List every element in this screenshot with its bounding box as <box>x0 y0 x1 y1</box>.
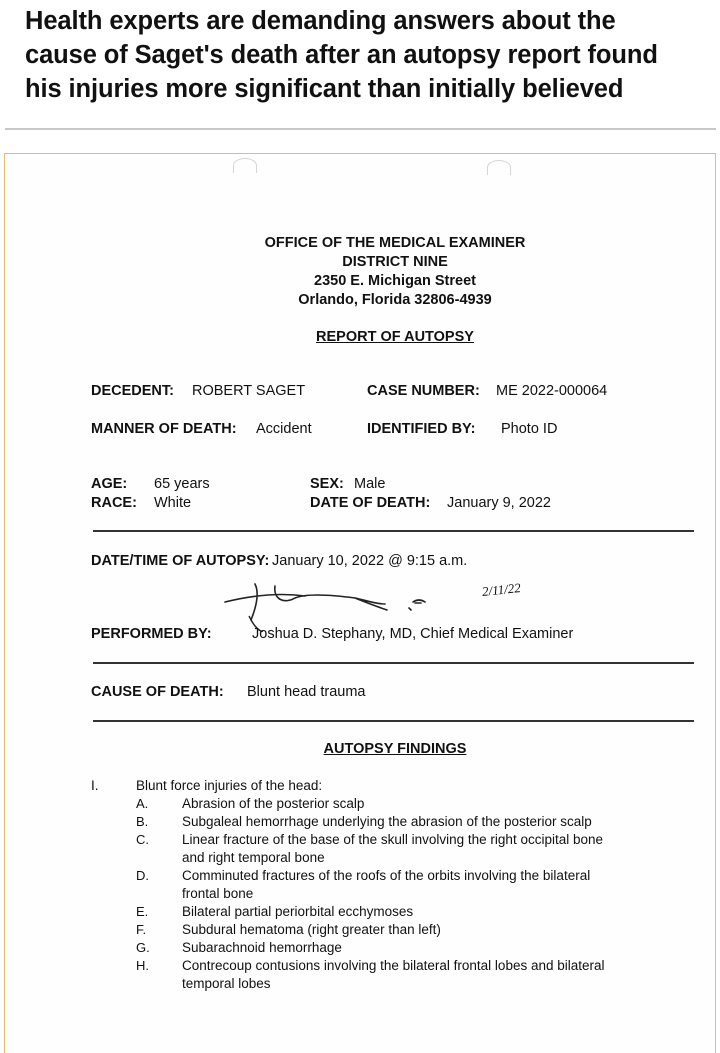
finding-text: frontal bone <box>182 886 254 901</box>
decedent-label: DECEDENT: <box>91 383 174 399</box>
date-of-death-value: January 9, 2022 <box>447 495 551 511</box>
finding-text: Comminuted fractures of the roofs of the orbits involving the bilateral <box>182 868 591 883</box>
finding-letter: F. <box>136 922 147 937</box>
finding-text: Contrecoup contusions involving the bilateral frontal lobes and bilateral <box>182 958 605 973</box>
cause-of-death-label: CAUSE OF DEATH: <box>91 684 224 700</box>
headline-line-2: cause of Saget's death after an autopsy report found <box>25 41 658 69</box>
manner-value: Accident <box>256 421 312 437</box>
section-title: Blunt force injuries of the head: <box>136 778 323 793</box>
article-headline <box>25 4 705 106</box>
finding-text: Subarachnoid hemorrhage <box>182 940 342 955</box>
date-of-death-label: DATE OF DEATH: <box>310 495 431 511</box>
finding-text: Linear fracture of the base of the skull involving the right occipital bone <box>182 832 603 847</box>
finding-text: Subgaleal hemorrhage underlying the abrasion of the posterior scalp <box>182 814 592 829</box>
finding-letter: B. <box>136 814 149 829</box>
office-city: Orlando, Florida 32806-4939 <box>298 292 492 308</box>
sex-value: Male <box>354 476 386 492</box>
sex-label: SEX: <box>310 476 344 492</box>
finding-letter: A. <box>136 796 149 811</box>
signature-date: 2/11/22 <box>481 580 522 599</box>
decedent-value: ROBERT SAGET <box>192 383 306 399</box>
age-value: 65 years <box>154 476 210 492</box>
performed-by-label: PERFORMED BY: <box>91 626 212 642</box>
race-label: RACE: <box>91 495 137 511</box>
finding-letter: E. <box>136 904 149 919</box>
identified-by-value: Photo ID <box>501 421 558 437</box>
finding-text: temporal lobes <box>182 976 271 991</box>
case-number-value: ME 2022-000064 <box>496 383 608 399</box>
district-name: DISTRICT NINE <box>342 254 448 270</box>
manner-label: MANNER OF DEATH: <box>91 421 237 437</box>
performed-by-value: Joshua D. Stephany, MD, Chief Medical Examiner <box>252 626 574 642</box>
autopsy-datetime-label: DATE/TIME OF AUTOPSY: <box>91 553 270 569</box>
headline-divider <box>5 128 716 130</box>
finding-text: Bilateral partial periorbital ecchymoses <box>182 904 414 919</box>
autopsy-report-document <box>4 153 716 1053</box>
age-label: AGE: <box>91 476 128 492</box>
section-rule <box>93 720 694 722</box>
findings-title: AUTOPSY FINDINGS <box>323 741 467 757</box>
headline-line-1: Health experts are demanding answers about the <box>25 7 616 35</box>
section-rule <box>93 662 694 664</box>
finding-letter: G. <box>136 940 150 955</box>
case-number-label: CASE NUMBER: <box>367 383 480 399</box>
section-number: I. <box>91 778 99 793</box>
finding-text: Abrasion of the posterior scalp <box>182 796 365 811</box>
race-value: White <box>154 495 192 511</box>
office-street: 2350 E. Michigan Street <box>314 273 476 289</box>
signature-icon <box>215 572 545 632</box>
finding-text: and right temporal bone <box>182 850 325 865</box>
finding-letter: D. <box>136 868 149 883</box>
finding-letter: C. <box>136 832 149 847</box>
section-rule <box>93 530 694 532</box>
autopsy-datetime-value: January 10, 2022 @ 9:15 a.m. <box>272 553 468 569</box>
punch-hole-mark <box>487 160 511 175</box>
headline-line-3: his injuries more significant than initially believed <box>25 75 624 103</box>
finding-text: Subdural hematoma (right greater than left) <box>182 922 441 937</box>
finding-letter: H. <box>136 958 149 973</box>
identified-by-label: IDENTIFIED BY: <box>367 421 476 437</box>
punch-hole-mark <box>233 158 257 173</box>
office-name: OFFICE OF THE MEDICAL EXAMINER <box>264 235 526 251</box>
report-title: REPORT OF AUTOPSY <box>316 329 474 345</box>
cause-of-death-value: Blunt head trauma <box>247 684 366 700</box>
